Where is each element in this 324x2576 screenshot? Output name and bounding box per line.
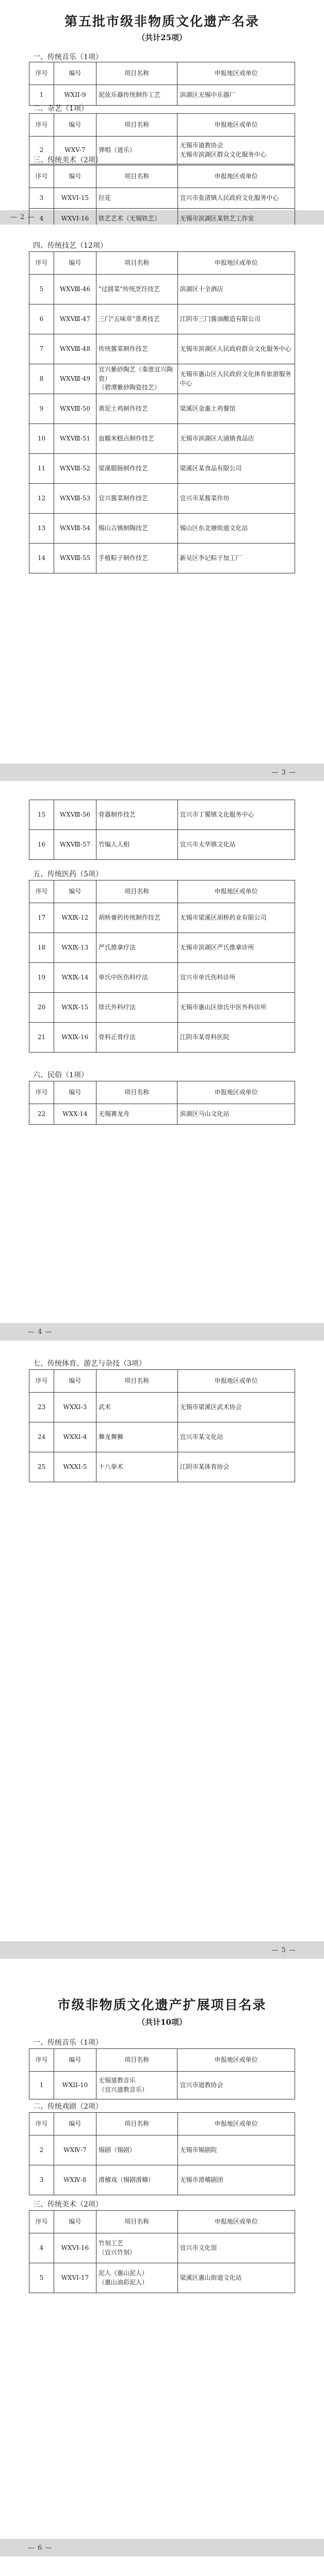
cell-name: 单氏中医伤科疗法 — [96, 963, 177, 993]
cell-name: 骨器制作技艺 — [96, 800, 177, 830]
table-header-row — [29, 165, 295, 188]
cell-name: 十八拳术 — [96, 1452, 177, 1482]
table-s4-continued — [29, 800, 295, 860]
section-title: 一、传统音乐（1项） — [33, 2039, 103, 2047]
cell-code: WXⅧ-49 — [54, 364, 96, 394]
cell-code: WXⅣ-8 — [54, 2165, 96, 2195]
table-row — [29, 903, 295, 933]
cell-no: 11 — [29, 454, 54, 484]
extension-subtitle: （共计10项） — [137, 2018, 187, 2027]
cell-code: WXVI-17 — [54, 2263, 96, 2293]
cell-name: 竹刻工艺 （宜兴竹刻） — [96, 2233, 177, 2263]
table-row — [29, 993, 295, 1023]
cell-code: WXⅨ-14 — [54, 963, 96, 993]
cell-name: 骨科正骨疗法 — [96, 1023, 177, 1053]
table-s6 — [29, 1081, 295, 1125]
cell-no: 3 — [29, 2165, 54, 2195]
document-subtitle: （共计25项） — [137, 33, 187, 42]
section-title: 一、传统音乐（1项） — [33, 53, 103, 61]
cell-unit: 无锡市梁溪区胡桥药业有限公司 — [177, 903, 295, 933]
cell-unit: 梁溪区惠山街道文化站 — [177, 2263, 295, 2293]
cell-code: WXXI-4 — [54, 1422, 96, 1452]
column-header-no: 序号 — [29, 2049, 54, 2072]
table-row — [29, 2072, 295, 2099]
cell-unit: 滨湖区无锡中乐器厂 — [177, 85, 295, 106]
table-row — [29, 1393, 295, 1422]
column-header-unit: 申报地区或单位 — [177, 2211, 295, 2233]
cell-no: 10 — [29, 424, 54, 454]
column-header-no: 序号 — [29, 62, 54, 85]
cell-name: 泥人（惠山泥人） （惠山油彩泥人） — [96, 2263, 177, 2293]
document-title: 第五批市级非物质文化遗产名录 — [64, 14, 260, 29]
cell-unit: 宜兴市某文化站 — [177, 1422, 295, 1452]
column-header-name: 项目名称 — [96, 252, 177, 275]
cell-name: 泥弦乐器传统制作工艺 — [96, 85, 177, 106]
table-header-row — [29, 1370, 295, 1393]
table-header-row — [29, 2211, 295, 2233]
cell-code: WXⅧ-52 — [54, 454, 96, 484]
cell-unit: 宜兴市丁蜀镇文化服务中心 — [177, 800, 295, 830]
cell-no: 3 — [29, 188, 54, 209]
cell-name: 三门"五味草"蒸煮技艺 — [96, 304, 177, 334]
cell-unit: 新吴区李记粽子加工厂 — [177, 544, 295, 573]
cell-code: WXⅧ-56 — [54, 800, 96, 830]
page-number: — 3 — — [271, 769, 296, 776]
cell-unit: 江阴市某体育协会 — [177, 1452, 295, 1482]
cell-no: 12 — [29, 484, 54, 514]
table-row — [29, 2263, 295, 2293]
column-header-code: 编号 — [54, 1081, 96, 1104]
cell-no: 1 — [29, 2072, 54, 2099]
cell-unit: 无锡市道教协会 无锡市滨湖区群众文化服务中心 — [177, 137, 295, 164]
table-s1 — [29, 62, 295, 106]
cell-name: 武术 — [96, 1393, 177, 1422]
cell-no: 4 — [29, 2233, 54, 2263]
column-header-unit: 申报地区或单位 — [177, 62, 295, 85]
cell-unit: 无锡市滑稽剧团 — [177, 2165, 295, 2195]
cell-code: WXⅨ-15 — [54, 993, 96, 1023]
column-header-name: 项目名称 — [96, 114, 177, 137]
cell-unit: 滨湖区马山文化站 — [177, 1104, 295, 1125]
cell-no: 20 — [29, 993, 54, 1023]
cell-code: WXVI-16 — [54, 2233, 96, 2263]
cell-name: 黄泥土鸡制作技艺 — [96, 394, 177, 424]
table-row — [29, 1422, 295, 1452]
table-header-row — [29, 114, 295, 137]
cell-code: WXVI-16 — [54, 209, 96, 229]
cell-code: WXV-7 — [54, 137, 96, 164]
cell-no: 22 — [29, 1104, 54, 1125]
cell-unit: 无锡市惠山区人民政府文化体育旅游服务中心 — [177, 364, 295, 394]
table-header-row — [29, 252, 295, 275]
cell-unit: 宜兴市太华镇文化站 — [177, 830, 295, 860]
cell-code: WXVI-15 — [54, 188, 96, 209]
page-6 — [0, 1959, 324, 2539]
column-header-name: 项目名称 — [96, 1370, 177, 1393]
column-header-unit: 申报地区或单位 — [177, 252, 295, 275]
table-s7 — [29, 1369, 295, 1482]
table-e2 — [29, 2112, 295, 2195]
table-header-row — [29, 62, 295, 85]
cell-no: 6 — [29, 304, 54, 334]
column-header-name: 项目名称 — [96, 2211, 177, 2233]
cell-code: WXⅧ-48 — [54, 334, 96, 364]
page-7 — [0, 2556, 324, 2576]
cell-unit: 无锡市梁溪区武术协会 — [177, 1393, 295, 1422]
cell-code: WXⅧ-55 — [54, 544, 96, 573]
cell-unit: 宜兴市道教协会 — [177, 2072, 295, 2099]
table-s4 — [29, 251, 295, 573]
cell-unit: 无锡市滨湖区人民政府群众文化服务中心 — [177, 334, 295, 364]
column-header-code: 编号 — [54, 62, 96, 85]
cell-no: 2 — [29, 137, 54, 164]
cell-unit: 无锡市滨湖区某铁艺工作室 — [177, 209, 295, 229]
cell-code: WXⅧ-54 — [54, 514, 96, 544]
column-header-name: 项目名称 — [96, 2049, 177, 2072]
cell-unit: 江阴市某骨科医院 — [177, 1023, 295, 1053]
table-row — [29, 275, 295, 304]
section-title: 四、传统技艺（12项） — [33, 242, 107, 250]
cell-code: WXⅧ-46 — [54, 275, 96, 304]
table-row — [29, 544, 295, 573]
column-header-code: 编号 — [54, 114, 96, 137]
page-number: — 6 — — [28, 2544, 53, 2552]
cell-name: 胡桥膏药传统制作技艺 — [96, 903, 177, 933]
table-e3 — [29, 2210, 295, 2293]
table-row — [29, 424, 295, 454]
cell-unit: 江阴市三门酱油酿造有限公司 — [177, 304, 295, 334]
table-row — [29, 1104, 295, 1125]
table-row — [29, 2165, 295, 2195]
section-title: 五、传统医药（5项） — [33, 870, 103, 878]
table-row — [29, 364, 295, 394]
cell-unit: 宜兴市某酱菜作坊 — [177, 484, 295, 514]
cell-code: WXXI-5 — [54, 1452, 96, 1482]
column-header-unit: 申报地区或单位 — [177, 880, 295, 903]
cell-name: 锡剧（锡剧） — [96, 2136, 177, 2165]
cell-no: 1 — [29, 85, 54, 106]
cell-no: 2 — [29, 2136, 54, 2165]
table-row — [29, 484, 295, 514]
table-header-row — [29, 2113, 295, 2136]
cell-name: 无锡道教音乐 （宜兴道教音乐） — [96, 2072, 177, 2099]
cell-no: 4 — [29, 209, 54, 229]
column-header-unit: 申报地区或单位 — [177, 2113, 295, 2136]
cell-name: 血糯米糕点制作技艺 — [96, 424, 177, 454]
column-header-no: 序号 — [29, 880, 54, 903]
column-header-no: 序号 — [29, 1370, 54, 1393]
cell-name: 无锡赛龙舟 — [96, 1104, 177, 1125]
table-row — [29, 933, 295, 963]
table-row — [29, 800, 295, 830]
page-number: — 4 — — [28, 1328, 53, 1336]
column-header-unit: 申报地区或单位 — [177, 1081, 295, 1104]
cell-code: WXII-10 — [54, 2072, 96, 2099]
table-row — [29, 188, 295, 209]
cell-no: 16 — [29, 830, 54, 860]
cell-no: 8 — [29, 364, 54, 394]
cell-name: 锡山古镇制陶技艺 — [96, 514, 177, 544]
cell-no: 21 — [29, 1023, 54, 1053]
table-row — [29, 85, 295, 106]
cell-code: WXⅧ-53 — [54, 484, 96, 514]
cell-no: 18 — [29, 933, 54, 963]
cell-name: 梁溪腊肠制作技艺 — [96, 454, 177, 484]
cell-unit: 宜兴市单氏伤科诊所 — [177, 963, 295, 993]
table-row — [29, 304, 295, 334]
cell-unit: 梁溪区金惠土鸡餐馆 — [177, 394, 295, 424]
table-row — [29, 2233, 295, 2263]
cell-no: 14 — [29, 544, 54, 573]
page-4 — [0, 781, 324, 1323]
section-title: 六、民俗（1项） — [33, 1071, 88, 1079]
table-row — [29, 2136, 295, 2165]
table-row — [29, 394, 295, 424]
cell-unit: 无锡市惠山区徐氏中医外科诊所 — [177, 993, 295, 1023]
cell-name: 弹唱（道乐） — [96, 137, 177, 164]
cell-name: 徐氏外科疗法 — [96, 993, 177, 1023]
page-number: — 2 — — [10, 213, 35, 221]
cell-code: WXⅨ-12 — [54, 903, 96, 933]
column-header-no: 序号 — [29, 165, 54, 188]
page-number: — 5 — — [271, 1946, 296, 1954]
cell-no: 25 — [29, 1452, 54, 1482]
cell-no: 5 — [29, 275, 54, 304]
table-row — [29, 334, 295, 364]
cell-unit: 无锡市滨湖区大浦镇食品店 — [177, 424, 295, 454]
cell-no: 7 — [29, 334, 54, 364]
table-row — [29, 1023, 295, 1053]
cell-name: 舞龙舞狮 — [96, 1422, 177, 1452]
cell-name: 滑稽戏（锡剧滑稽） — [96, 2165, 177, 2195]
cell-code: WXⅧ-51 — [54, 424, 96, 454]
column-header-unit: 申报地区或单位 — [177, 165, 295, 188]
cell-unit: 梁溪区某食品有限公司 — [177, 454, 295, 484]
table-row — [29, 1452, 295, 1482]
section-title: 二、杂艺（1项） — [33, 105, 88, 113]
column-header-no: 序号 — [29, 2211, 54, 2233]
cell-code: WXⅣ-7 — [54, 2136, 96, 2165]
column-header-no: 序号 — [29, 1081, 54, 1104]
section-title: 三、传统美术（2项） — [33, 2200, 103, 2209]
column-header-unit: 申报地区或单位 — [177, 2049, 295, 2072]
column-header-name: 项目名称 — [96, 62, 177, 85]
column-header-name: 项目名称 — [96, 880, 177, 903]
table-header-row — [29, 880, 295, 903]
column-header-name: 项目名称 — [96, 1081, 177, 1104]
column-header-no: 序号 — [29, 252, 54, 275]
cell-code: WXII-9 — [54, 85, 96, 106]
cell-no: 23 — [29, 1393, 54, 1422]
section-title: 三、传统美术（2项） — [33, 156, 103, 164]
cell-name: 宜兴酱菜制作技艺 — [96, 484, 177, 514]
column-header-no: 序号 — [29, 2113, 54, 2136]
cell-no: 15 — [29, 800, 54, 830]
page-5 — [0, 1341, 324, 1941]
cell-name: 传统酱菜制作技艺 — [96, 334, 177, 364]
cell-code: WXⅨ-16 — [54, 1023, 96, 1053]
column-header-no: 序号 — [29, 114, 54, 137]
cell-name: 手植粽子制作技艺 — [96, 544, 177, 573]
column-header-code: 编号 — [54, 2049, 96, 2072]
cell-unit: 宜兴市文化馆 — [177, 2233, 295, 2263]
cell-no: 17 — [29, 903, 54, 933]
column-header-code: 编号 — [54, 1370, 96, 1393]
cell-name: "过圆菜"传统烹饪技艺 — [96, 275, 177, 304]
table-row — [29, 830, 295, 860]
column-header-name: 项目名称 — [96, 2113, 177, 2136]
cell-no: 24 — [29, 1422, 54, 1452]
cell-no: 5 — [29, 2263, 54, 2293]
column-header-code: 编号 — [54, 880, 96, 903]
extension-title: 市级非物质文化遗产扩展项目名录 — [57, 1997, 267, 2012]
cell-no: 13 — [29, 514, 54, 544]
table-s5 — [29, 880, 295, 1053]
table-header-row — [29, 2049, 295, 2072]
cell-code: WXXI-3 — [54, 1393, 96, 1422]
cell-unit: 宜兴市张渚镇人民政府文化服务中心 — [177, 188, 295, 209]
page-2 — [0, 0, 324, 222]
cell-name: 铁艺艺术（无锡铁艺） — [96, 209, 177, 229]
cell-unit: 无锡市滨湖区严氏推拿诊所 — [177, 933, 295, 963]
cell-code: WXX-14 — [54, 1104, 96, 1125]
cell-code: WXⅨ-13 — [54, 933, 96, 963]
column-header-code: 编号 — [54, 165, 96, 188]
cell-name: 拉花 — [96, 188, 177, 209]
section-title: 七、传统体育、游艺与杂技（3项） — [33, 1360, 146, 1368]
cell-code: WXⅧ-57 — [54, 830, 96, 860]
column-header-unit: 申报地区或单位 — [177, 114, 295, 137]
cell-name: 竹编人人相 — [96, 830, 177, 860]
cell-name: 宜兴紫砂陶艺（秦淮宜兴陶瓷） （碧潭紫砂陶瓷技艺） — [96, 364, 177, 394]
column-header-unit: 申报地区或单位 — [177, 1370, 295, 1393]
cell-unit: 锡山区东北塘街道文化站 — [177, 514, 295, 544]
cell-code: WXⅧ-47 — [54, 304, 96, 334]
column-header-code: 编号 — [54, 2211, 96, 2233]
table-header-row — [29, 1081, 295, 1104]
cell-name: 严氏推拿疗法 — [96, 933, 177, 963]
page-3 — [0, 225, 324, 764]
column-header-code: 编号 — [54, 252, 96, 275]
cell-unit: 无锡市锡剧院 — [177, 2136, 295, 2165]
section-title: 二、传统戏剧（2项） — [33, 2103, 103, 2111]
table-e1 — [29, 2048, 295, 2099]
column-header-name: 项目名称 — [96, 165, 177, 188]
cell-unit: 滨湖区十全酒店 — [177, 275, 295, 304]
cell-code: WXⅧ-50 — [54, 394, 96, 424]
table-row — [29, 963, 295, 993]
column-header-code: 编号 — [54, 2113, 96, 2136]
cell-no: 19 — [29, 963, 54, 993]
table-row — [29, 514, 295, 544]
table-row — [29, 454, 295, 484]
cell-no: 9 — [29, 394, 54, 424]
